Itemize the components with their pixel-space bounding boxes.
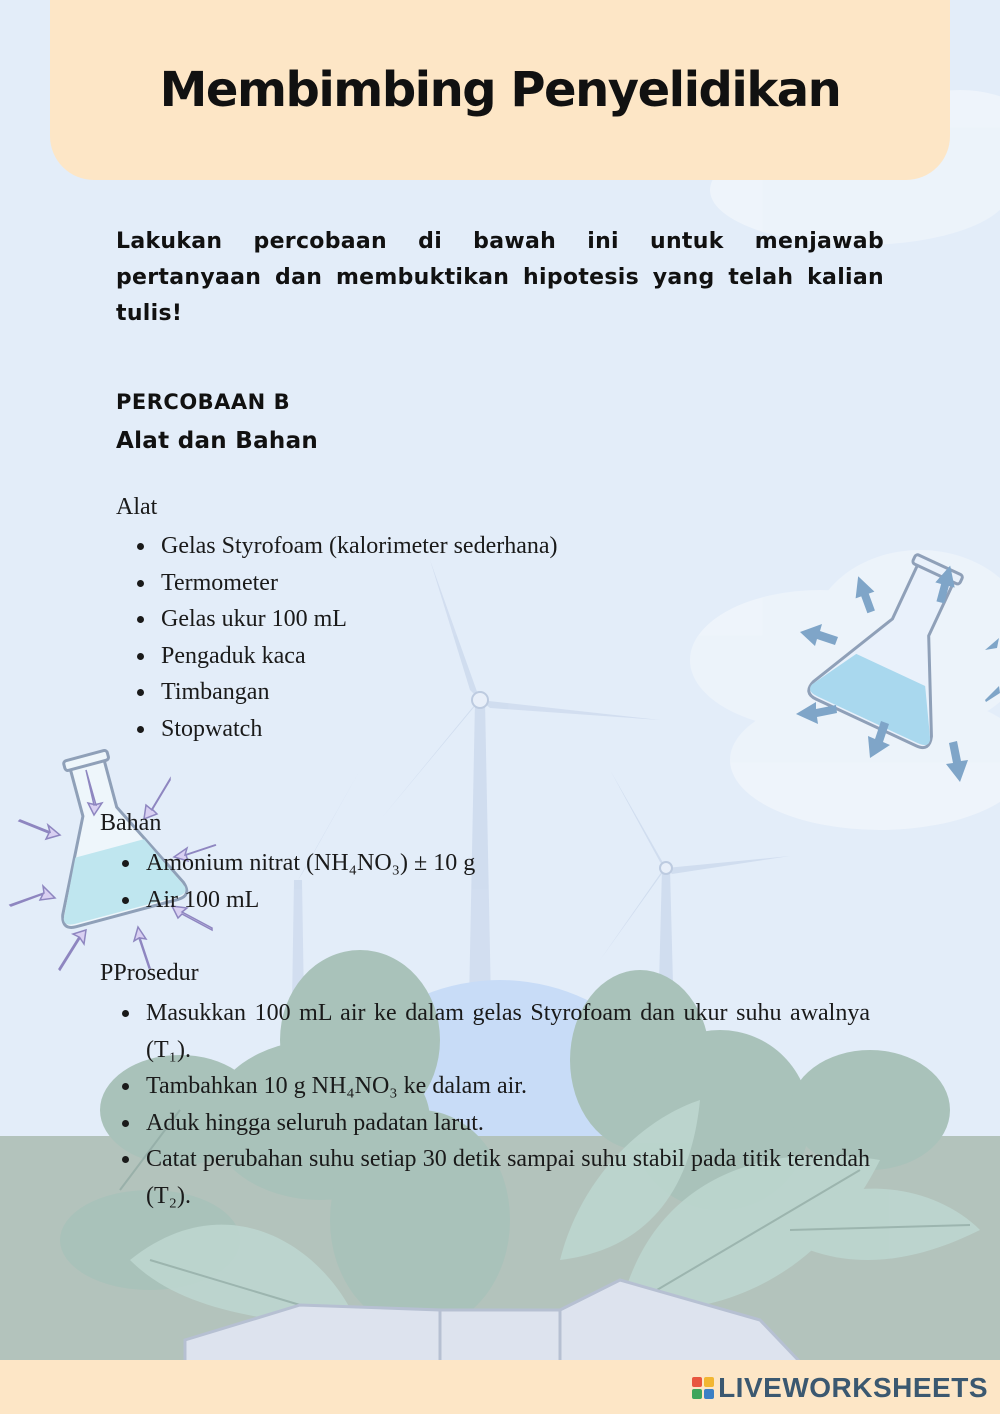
bahan-label: Bahan (100, 810, 162, 836)
prosedur-item: Masukkan 100 mL air ke dalam gelas Styrofoam dan ukur suhu awalnya (T₁). (146, 995, 870, 1068)
liveworksheets-logo-icon (692, 1377, 714, 1399)
prosedur-item: Tambahkan 10 g NH₄NO₃ ke dalam air. (146, 1068, 870, 1105)
experiment-label: PERCOBAAN B (116, 390, 291, 414)
page-title: Membimbing Penyelidikan (159, 62, 841, 118)
alat-item: Termometer (161, 565, 558, 602)
experiment-subtitle: Alat dan Bahan (116, 428, 319, 454)
prosedur-label: PProsedur (100, 960, 199, 986)
alat-item: Gelas Styrofoam (kalorimeter sederhana) (161, 528, 558, 565)
alat-item: Timbangan (161, 674, 558, 711)
alat-list (161, 528, 558, 747)
bahan-list (146, 845, 475, 918)
alat-item: Pengaduk kaca (161, 638, 558, 675)
alat-item: Stopwatch (161, 711, 558, 748)
brand-logo-link[interactable] (692, 1372, 988, 1404)
prosedur-item: Aduk hingga seluruh padatan larut. (146, 1105, 870, 1142)
brand-name: LIVEWORKSHEETS (718, 1372, 988, 1403)
intro-paragraph: Lakukan percobaan di bawah ini untuk menjawab pertanyaan dan membuktikan hipotesis yang telah kalian tulis! (116, 229, 884, 326)
prosedur-item: Catat perubahan suhu setiap 30 detik sampai suhu stabil pada titik terendah (T₂). (146, 1141, 870, 1214)
prosedur-list (146, 995, 870, 1214)
bahan-item: Air 100 mL (146, 882, 475, 919)
bahan-item: Amonium nitrat (NH₄NO₃) ± 10 g (146, 845, 475, 882)
alat-label: Alat (116, 494, 158, 520)
alat-item: Gelas ukur 100 mL (161, 601, 558, 638)
